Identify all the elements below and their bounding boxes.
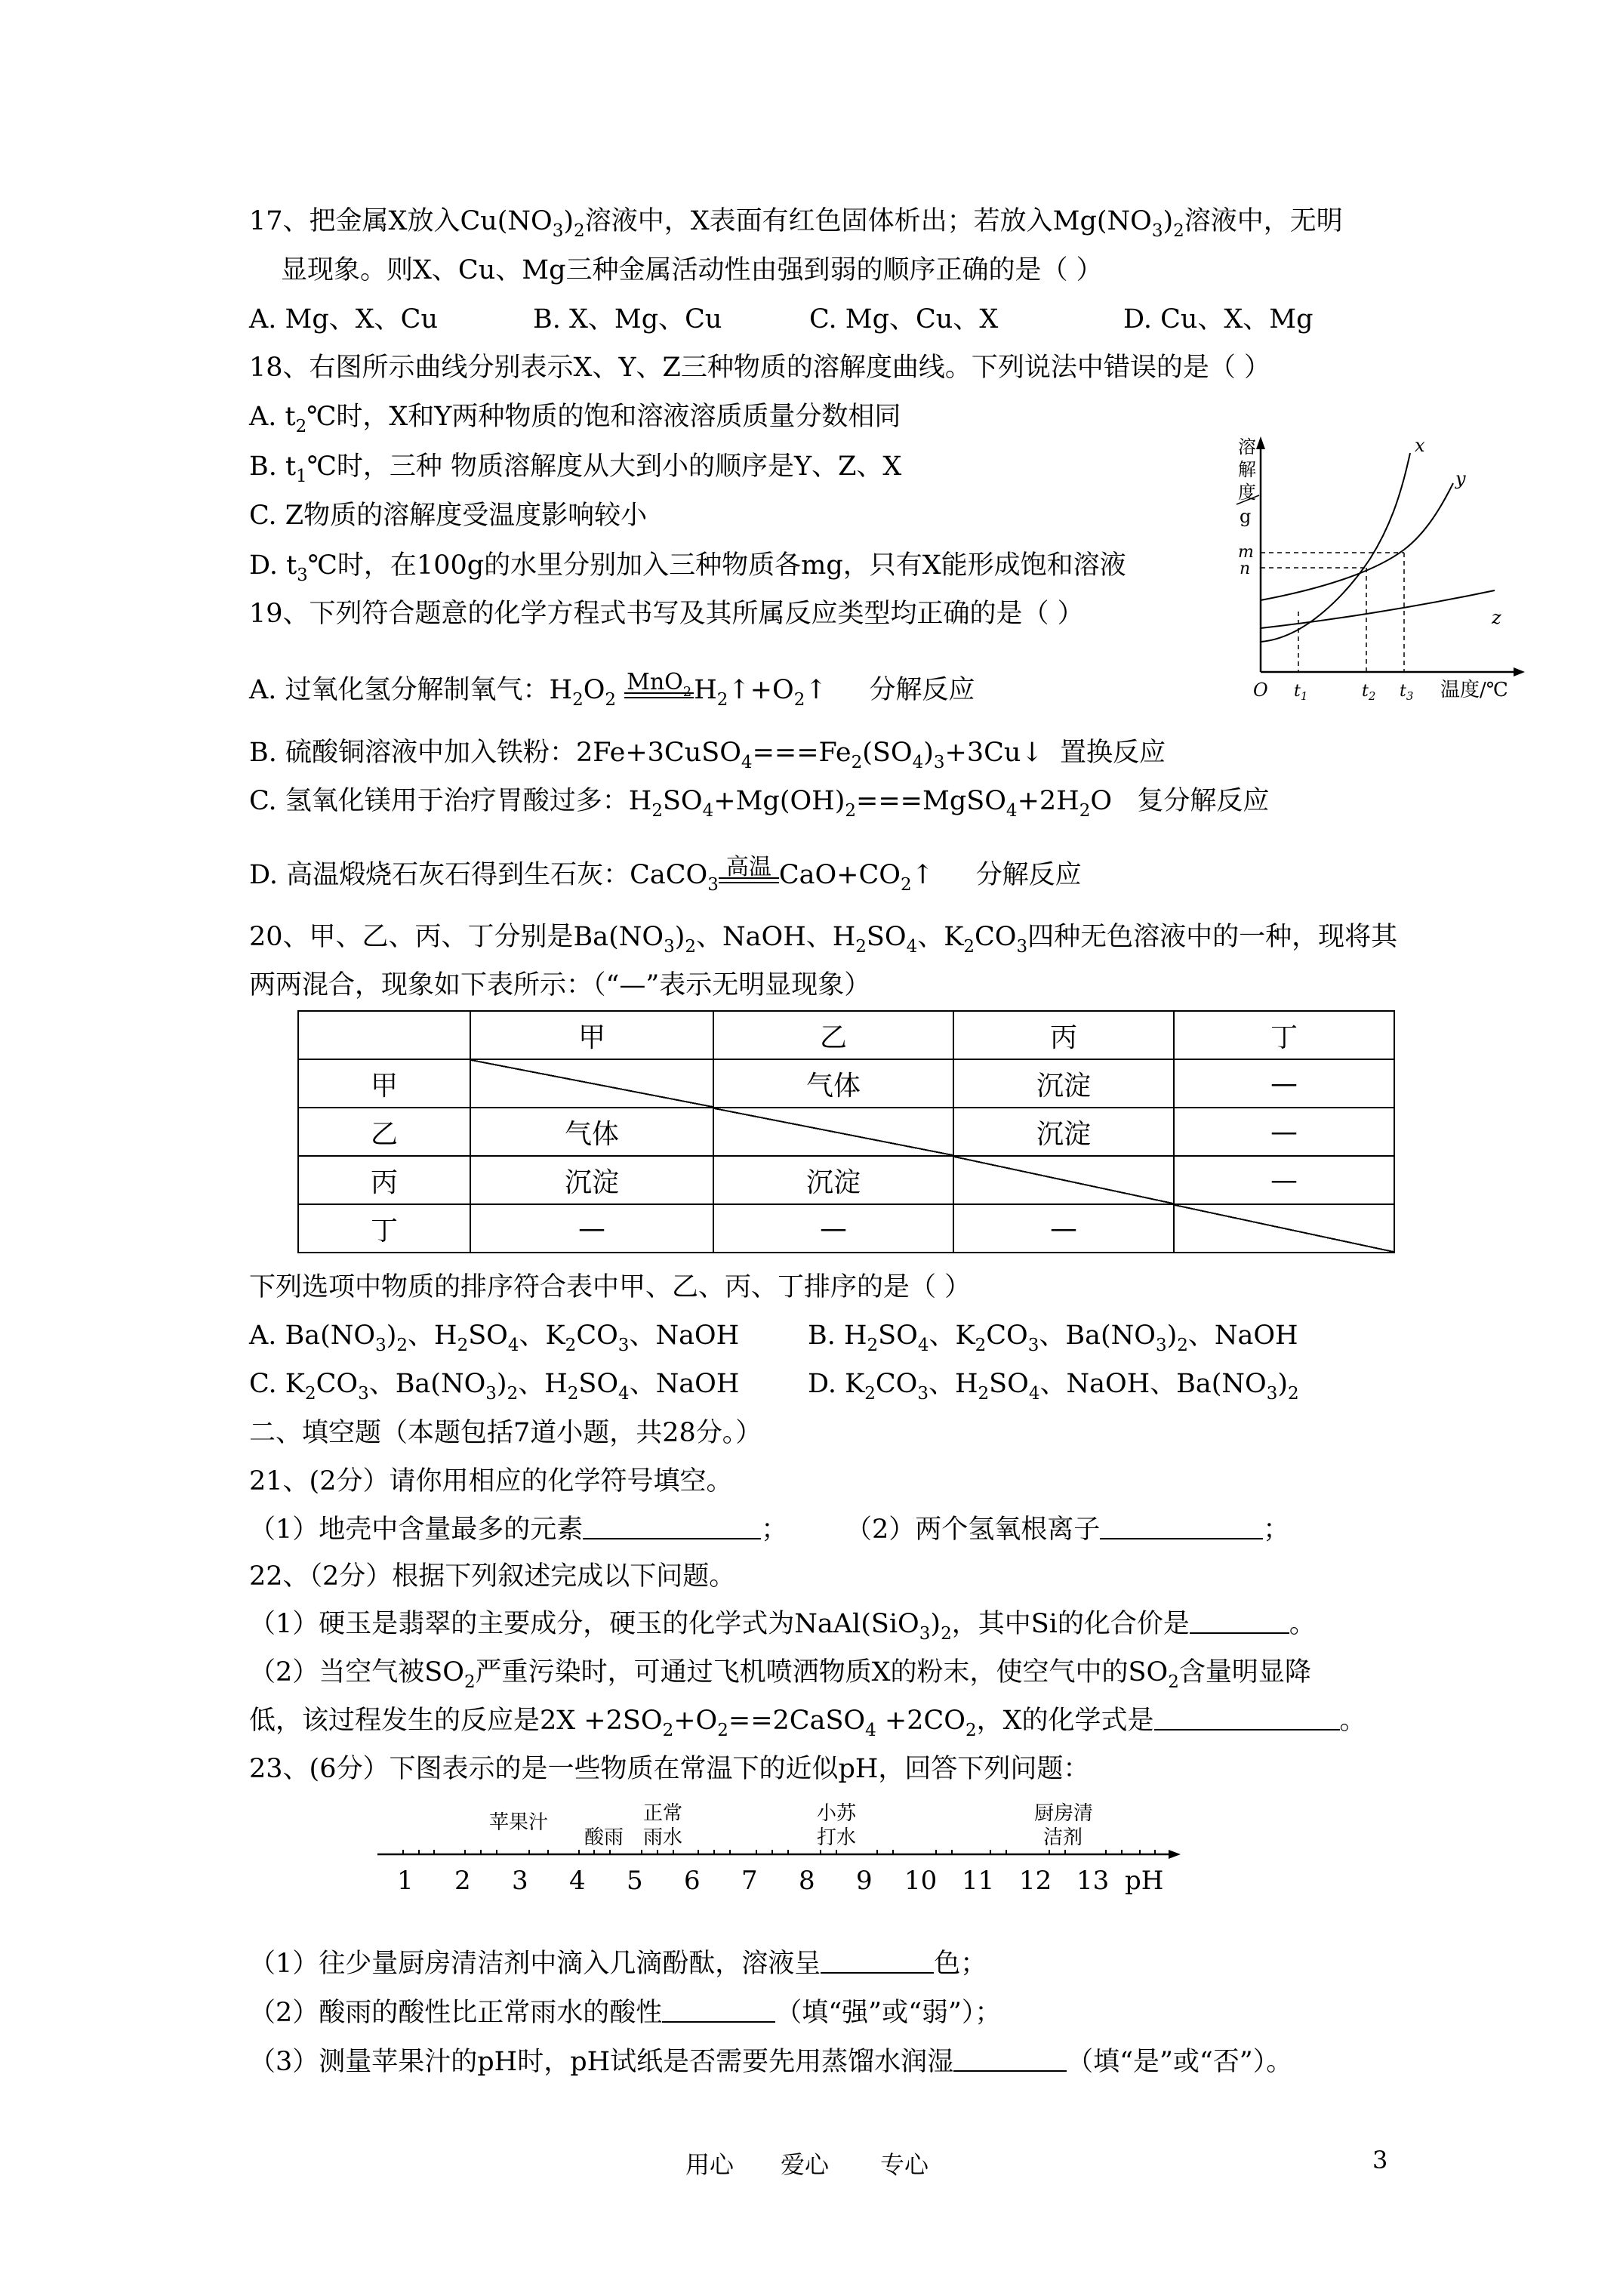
table-cell: 丁 — [298, 1204, 470, 1253]
label-baking-soda-1: 小苏 — [817, 1802, 857, 1825]
ph-tick: 6 — [684, 1866, 701, 1896]
label-kitchen-cleaner-2: 洁剂 — [1043, 1826, 1083, 1849]
table-cell: 沉淀 — [953, 1059, 1174, 1108]
y-label-unit: g — [1240, 506, 1252, 527]
y-label-1: 溶 — [1238, 436, 1256, 458]
q17-option-a: A. Mg、X、Cu — [249, 304, 439, 334]
q19-stem: 19、下列符合题意的化学方程式书写及其所属反应类型均正确的是（ ） — [249, 599, 1084, 629]
table-header-row — [298, 1011, 1394, 1059]
curve-x — [1261, 453, 1410, 642]
curve-label-y: y — [1455, 468, 1466, 489]
table-cell-diagonal — [1174, 1204, 1394, 1253]
q17-option-c: C. Mg、Cu、X — [809, 304, 999, 334]
origin: O — [1253, 680, 1268, 701]
solubility-graph — [1215, 423, 1532, 710]
q20-option-b: B. $H_2SO_4$、$K_2CO_3$、$Ba(NO_3)_2$、NaOH — [808, 1321, 1298, 1355]
table-cell-diagonal — [953, 1156, 1174, 1204]
answer-blank[interactable] — [583, 1515, 761, 1539]
table-cell: 乙 — [298, 1108, 470, 1156]
table-cell: — — [1174, 1059, 1394, 1108]
table-row — [298, 1156, 1394, 1204]
answer-blank[interactable] — [662, 1999, 775, 2023]
table-cell: — — [470, 1204, 713, 1253]
table-cell: 甲 — [298, 1059, 470, 1108]
table-row — [298, 1108, 1394, 1156]
answer-blank[interactable] — [953, 2048, 1067, 2072]
tick-m: m — [1238, 543, 1254, 562]
table-cell: 沉淀 — [953, 1108, 1174, 1156]
q19-option-a: A. 过氧化氢分解制氧气：$H_2O_2$ MnO$_2$ $H_2↑+O_2↑$ 分解反应 — [249, 669, 975, 710]
reaction-table — [297, 1010, 1395, 1253]
table-cell: — — [1174, 1156, 1394, 1204]
table-cell — [298, 1011, 470, 1059]
table-cell: 气体 — [470, 1108, 713, 1156]
table-cell-diagonal — [470, 1059, 713, 1108]
q18-option-b: B. $t_1℃$时，三种 物质溶解度从大到小的顺序是Y、Z、X — [249, 451, 902, 486]
q23-part2: （2）酸雨的酸性比正常雨水的酸性 （填“强”或“弱”）； — [249, 1998, 1002, 2028]
label-normal-rain-1: 正常 — [643, 1802, 683, 1825]
label-baking-soda-2: 打水 — [817, 1826, 857, 1849]
answer-blank[interactable] — [1154, 1706, 1340, 1730]
table-cell: 气体 — [713, 1059, 953, 1108]
curve-label-x: x — [1415, 435, 1425, 456]
q22-stem: 22、（2分）根据下列叙述完成以下问题。 — [249, 1561, 736, 1592]
label-kitchen-cleaner-1: 厨房清 — [1034, 1802, 1094, 1825]
table-cell: — — [1174, 1108, 1394, 1156]
table-row — [298, 1059, 1394, 1108]
q19-option-b: B. 硫酸铜溶液中加入铁粉：$2Fe+3CuSO_4===Fe_2(SO_4)_3+3Cu↓$ 置换反应 — [249, 738, 1166, 772]
q21-part2: （2）两个氢氧根离子 ； — [845, 1515, 1290, 1545]
ph-tick: 7 — [741, 1866, 758, 1896]
ph-tick: 9 — [856, 1866, 873, 1896]
table-cell-diagonal — [713, 1108, 953, 1156]
tick-t1: $t_1$ — [1294, 682, 1308, 703]
ph-tick: 10 — [904, 1866, 938, 1896]
q20-option-a: A. $Ba(NO_3)_2$、$H_2SO_4$、$K_2CO_3$、NaOH — [249, 1321, 740, 1355]
table-row — [298, 1204, 1394, 1253]
table-cell: — — [953, 1204, 1174, 1253]
section-heading: 二、填空题（本题包括7道小题，共28分。） — [249, 1418, 762, 1448]
answer-blank[interactable] — [1190, 1610, 1289, 1634]
q19-option-c: C. 氢氧化镁用于治疗胃酸过多：$H_2SO_4+Mg(OH)_2===MgSO_4+2H_2O$ 复分解反应 — [249, 786, 1270, 821]
table-cell: 丙 — [298, 1156, 470, 1204]
y-label-3: 度 — [1238, 482, 1256, 503]
tick-t2: $t_2$ — [1362, 682, 1376, 703]
tick-t3: $t_3$ — [1400, 682, 1414, 703]
q21-stem: 21、(2分）请你用相应的化学符号填空。 — [249, 1466, 733, 1496]
y-label-2: 解 — [1238, 459, 1256, 480]
curve-y — [1261, 483, 1453, 600]
ph-tick: 4 — [569, 1866, 586, 1896]
ph-scale — [370, 1797, 1200, 1903]
q17-line1: 17、把金属X放入$Cu(NO_3)_2$溶液中，X表面有红色固体析出；若放入$Mg(NO_3)_2$溶液中，无明 — [249, 206, 1343, 241]
q22-part2-cont: 低，该过程发生的反应是$2X +2SO_2+O_2==2CaSO_4 +2CO_2$，X的化学式是 。 — [249, 1706, 1366, 1740]
x-axis-label: 温度/℃ — [1440, 679, 1508, 701]
table-cell: 甲 — [470, 1011, 713, 1059]
table-cell: — — [713, 1204, 953, 1253]
q23-part3: （3）测量苹果汁的pH时，pH试纸是否需要先用蒸馏水润湿 （填“是”或“否”）。 — [249, 2047, 1293, 2077]
q23-part1: （1）往少量厨房清洁剂中滴入几滴酚酞，溶液呈 色； — [249, 1949, 987, 1979]
q20-option-d: D. $K_2CO_3$、$H_2SO_4$、NaOH、$Ba(NO_3)_2$ — [808, 1369, 1299, 1404]
table-cell: 沉淀 — [470, 1156, 713, 1204]
ph-tick: 1 — [397, 1866, 414, 1896]
tick-n: n — [1240, 559, 1251, 578]
footer-text-2: 爱心 — [781, 2150, 830, 2179]
q18-option-d: D. $t_3℃$时，在100g的水里分别加入三种物质各mg，只有X能形成饱和溶液 — [249, 550, 1126, 585]
ph-tick: 5 — [627, 1866, 643, 1896]
q18-option-a: A. $t_2℃$时，X和Y两种物质的饱和溶液溶质质量分数相同 — [249, 402, 901, 436]
q17-line2: 显现象。则X、Cu、Mg三种金属活动性由强到弱的顺序正确的是（ ） — [281, 255, 1103, 285]
page-number: 3 — [1372, 2146, 1388, 2174]
q18-stem: 18、右图所示曲线分别表示X、Y、Z三种物质的溶解度曲线。下列说法中错误的是（ ） — [249, 353, 1271, 383]
q19-option-d: D. 高温煅烧石灰石得到生石灰：CaCO$_3$ 高温 $CaO+CO_2↑$ 分解反应 — [249, 854, 1082, 895]
q22-part1: （1）硬玉是翡翠的主要成分，硬玉的化学式为$NaAl(SiO_3)_2$，其中Si的化合价是 。 — [249, 1609, 1316, 1644]
footer-text-1: 用心 — [685, 2150, 735, 2179]
q20-option-c: C. $K_2CO_3$、$Ba(NO_3)_2$、$H_2SO_4$、NaOH — [249, 1369, 740, 1404]
q20-line1: 20、甲、乙、丙、丁分别是$Ba(NO_3)_2$、NaOH、$H_2SO_4$、$K_2CO_3$四种无色溶液中的一种，现将其 — [249, 922, 1398, 957]
ph-tick: 2 — [454, 1866, 471, 1896]
q17-option-d: D. Cu、X、Mg — [1123, 304, 1313, 334]
curve-z — [1261, 590, 1495, 628]
footer-text-3: 专心 — [880, 2150, 929, 2179]
q23-stem: 23、(6分）下图表示的是一些物质在常温下的近似pH，回答下列问题： — [249, 1754, 1090, 1784]
q18-option-c: C. Z物质的溶解度受温度影响较小 — [249, 501, 648, 531]
ph-tick: 13 — [1076, 1866, 1110, 1896]
q22-part2: （2）当空气被$SO_2$严重污染时，可通过飞机喷洒物质X的粉末，使空气中的$SO_2$含量明显降 — [249, 1657, 1311, 1692]
table-cell: 乙 — [713, 1011, 953, 1059]
table-cell: 丙 — [953, 1011, 1174, 1059]
ph-unit: pH — [1125, 1866, 1164, 1896]
label-normal-rain-2: 雨水 — [643, 1826, 683, 1849]
ph-tick: 12 — [1019, 1866, 1052, 1896]
q21-part1: （1）地壳中含量最多的元素 ； — [249, 1515, 788, 1545]
answer-blank[interactable] — [821, 1949, 934, 1974]
ph-tick: 3 — [512, 1866, 528, 1896]
table-cell: 沉淀 — [713, 1156, 953, 1204]
table-cell: 丁 — [1174, 1011, 1394, 1059]
q20-line2: 两两混合，现象如下表所示：（“—”表示无明显现象） — [249, 970, 871, 1000]
q17-option-b: B. X、Mg、Cu — [533, 304, 722, 334]
ph-tick: 11 — [962, 1866, 995, 1896]
q20-question: 下列选项中物质的排序符合表中甲、乙、丙、丁排序的是（ ） — [249, 1272, 972, 1302]
curve-label-z: z — [1492, 607, 1501, 628]
label-acid-rain: 酸雨 — [584, 1826, 624, 1849]
answer-blank[interactable] — [1100, 1515, 1263, 1539]
ph-tick: 8 — [799, 1866, 815, 1896]
label-apple-juice: 苹果汁 — [489, 1811, 549, 1834]
